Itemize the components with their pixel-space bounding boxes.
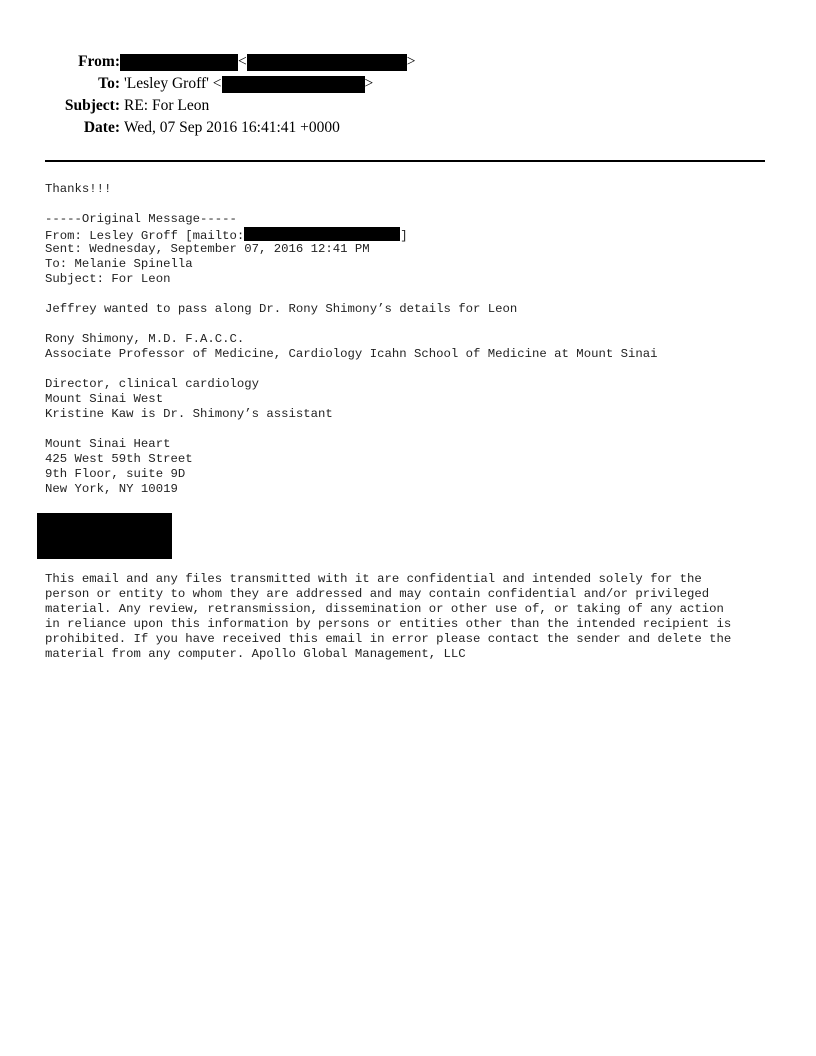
address-org: Mount Sinai Heart — [45, 437, 171, 451]
disclaimer-line: prohibited. If you have received this email in error please contact the sender and delete the — [45, 632, 732, 646]
confidentiality-disclaimer — [45, 572, 785, 662]
from-bracket-open: < — [238, 53, 247, 70]
redaction-to-email — [222, 76, 365, 93]
doctor-location: Mount Sinai West — [45, 392, 164, 406]
original-to-line: To: Melanie Spinella — [45, 257, 193, 271]
to-value — [124, 74, 373, 94]
address-floor: 9th Floor, suite 9D — [45, 467, 186, 481]
spacer — [45, 422, 785, 437]
to-label: To: — [98, 75, 120, 92]
spacer — [45, 197, 785, 212]
original-message-separator: -----Original Message----- — [45, 212, 237, 226]
doctor-assistant: Kristine Kaw is Dr. Shimony’s assistant — [45, 407, 333, 421]
spacer — [45, 287, 785, 302]
date-label: Date: — [83, 119, 120, 136]
original-from-prefix: From: Lesley Groff [mailto: — [45, 229, 245, 243]
redaction-from-name — [120, 54, 238, 71]
disclaimer-line: in reliance upon this information by persons or entities other than the intended recipient is — [45, 617, 732, 631]
header-divider — [45, 160, 765, 162]
address-street: 425 West 59th Street — [45, 452, 193, 466]
doctor-title: Associate Professor of Medicine, Cardiology Icahn School of Medicine at Mount Sinai — [45, 347, 658, 361]
doctor-name: Rony Shimony, M.D. F.A.C.C. — [45, 332, 245, 346]
redaction-mailto — [244, 227, 400, 241]
original-subject-line: Subject: For Leon — [45, 272, 171, 286]
spacer — [45, 362, 785, 377]
from-bracket-close: > — [406, 53, 416, 70]
body-thanks: Thanks!!! — [45, 182, 112, 196]
subject-value: RE: For Leon — [124, 97, 210, 114]
from-label: From: — [78, 53, 120, 70]
body-jeffrey-line: Jeffrey wanted to pass along Dr. Rony Shimony’s details for Leon — [45, 302, 518, 316]
to-name: 'Lesley Groff' < — [124, 75, 222, 92]
to-bracket-close: > — [364, 75, 374, 92]
original-from-line — [45, 227, 785, 242]
redaction-block — [37, 513, 172, 559]
disclaimer-line: person or entity to whom they are addressed and may contain confidential and/or privileged — [45, 587, 710, 601]
spacer — [45, 317, 785, 332]
redaction-from-email — [247, 54, 407, 71]
email-body — [45, 182, 785, 497]
address-city: New York, NY 10019 — [45, 482, 178, 496]
disclaimer-line: material from any computer. Apollo Global Management, LLC — [45, 647, 466, 661]
date-value: Wed, 07 Sep 2016 16:41:41 +0000 — [124, 119, 340, 136]
from-value — [120, 52, 416, 72]
subject-label: Subject: — [64, 97, 120, 114]
disclaimer-line: material. Any review, retransmission, dissemination or other use of, or taking of any action — [45, 602, 724, 616]
original-sent-line: Sent: Wednesday, September 07, 2016 12:41 PM — [45, 242, 370, 256]
disclaimer-line: This email and any files transmitted with it are confidential and intended solely for the — [45, 572, 702, 586]
original-from-suffix: ] — [400, 229, 408, 243]
doctor-director: Director, clinical cardiology — [45, 377, 260, 391]
